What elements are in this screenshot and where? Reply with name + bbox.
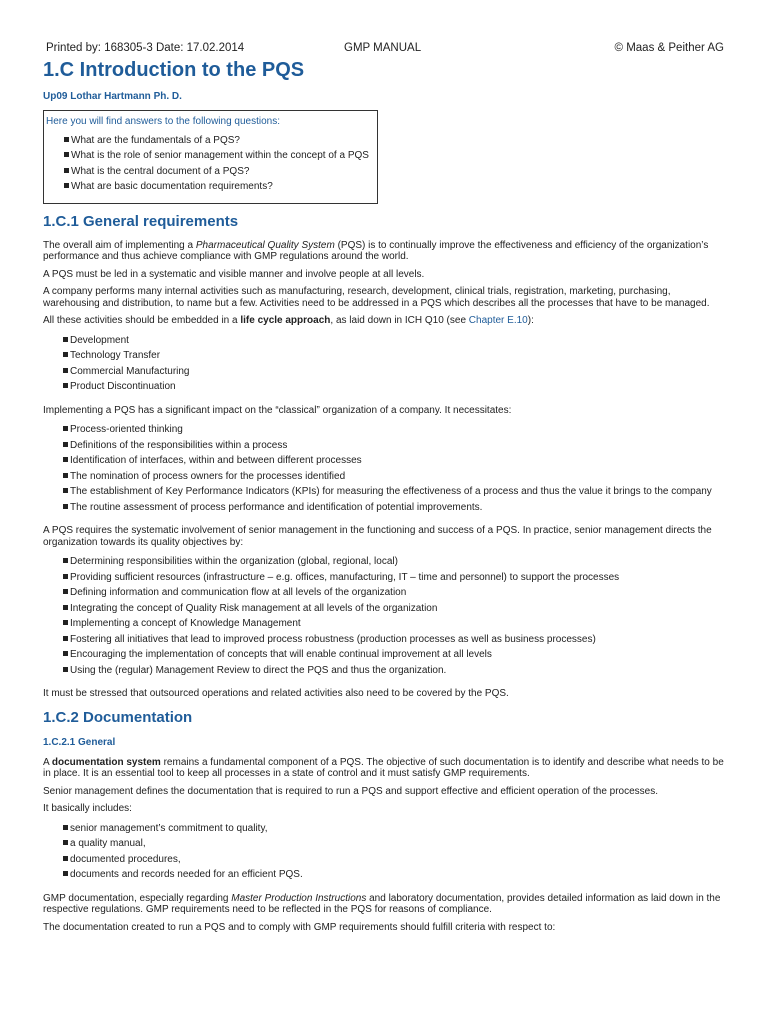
questions-box bbox=[43, 110, 378, 204]
list-item: Providing sufficient resources (infrastructure – e.g. offices, manufacturing, IT – time and personnel) to support the processes bbox=[63, 570, 727, 586]
paragraph: All these activities should be embedded in a life cycle approach, as laid down in ICH Q10 (see Chapter E.10): bbox=[43, 315, 534, 326]
list-item: What is the role of senior management within the concept of a PQS bbox=[64, 148, 375, 164]
questions-list bbox=[46, 133, 375, 195]
bullet-icon bbox=[63, 871, 68, 876]
print-header bbox=[46, 42, 724, 56]
paragraph: A company performs many internal activities such as manufacturing, research, development, clinical trials, registration, marketing, purchasing, warehousing and distribution, to name but a few. Activities need to be addressed in a PQS which describes all the processes that have to be managed. bbox=[43, 286, 710, 309]
list-item: What are the fundamentals of a PQS? bbox=[64, 133, 375, 149]
paragraph: A documentation system remains a fundamental component of a PQS. The objective of such documentation is to identify and describe what needs to be in place. It is an essential tool to keep all processes in a state of control and it must satisfy GMP requirements. bbox=[43, 756, 724, 779]
paragraph: It must be stressed that outsourced operations and related activities also need to be covered by the PQS. bbox=[43, 688, 509, 699]
bullet-icon bbox=[63, 574, 68, 579]
list-item: The routine assessment of process performance and identification of potential improvements. bbox=[63, 500, 727, 516]
list-item: The establishment of Key Performance Indicators (KPIs) for measuring the effectiveness of a process and thus the value it brings to the company bbox=[63, 484, 727, 500]
list-item: Determining responsibilities within the organization (global, regional, local) bbox=[63, 554, 727, 570]
section-heading-documentation: 1.C.2 Documentation bbox=[43, 708, 193, 726]
bullet-icon bbox=[63, 856, 68, 861]
paragraph: The documentation created to run a PQS and to comply with GMP requirements should fulfill criteria with respect to: bbox=[43, 921, 556, 933]
list-item: Fostering all initiatives that lead to improved process robustness (production processes as well as business processes) bbox=[63, 632, 727, 648]
list-item: Process-oriented thinking bbox=[63, 422, 727, 438]
bullet-icon bbox=[63, 337, 68, 342]
copyright: © Maas & Peither AG bbox=[614, 42, 724, 54]
paragraph: GMP documentation, especially regarding Master Production Instructions and laboratory documentation, provides detailed information as laid down in the respective regulations. GMP requirements need to be reflected in the PQS for reasons of compliance. bbox=[43, 892, 721, 915]
list-item: What are basic documentation requirements? bbox=[64, 179, 375, 195]
bullet-icon bbox=[64, 168, 69, 173]
list-item: documented procedures, bbox=[63, 852, 727, 868]
bullet-icon bbox=[63, 605, 68, 610]
bullet-icon bbox=[63, 368, 68, 373]
lifecycle-list bbox=[43, 333, 727, 395]
list-item: Development bbox=[63, 333, 727, 349]
list-item: Defining information and communication flow at all levels of the organization bbox=[63, 585, 727, 601]
paragraph: Senior management defines the documentation that is required to run a PQS and support effective and efficient operation of the processes. bbox=[43, 785, 659, 797]
list-item: Commercial Manufacturing bbox=[63, 364, 727, 380]
paragraph: A PQS must be led in a systematic and visible manner and involve people at all levels. bbox=[43, 268, 425, 280]
paragraph: A PQS requires the systematic involvement of senior management in the functioning and success of a PQS. In practice, senior management directs the organization towards its quality objectives by: bbox=[43, 525, 712, 548]
bullet-icon bbox=[63, 442, 68, 447]
bullet-icon bbox=[64, 137, 69, 142]
list-item: Product Discontinuation bbox=[63, 379, 727, 395]
list-item: Integrating the concept of Quality Risk management at all levels of the organization bbox=[63, 601, 727, 617]
bullet-icon bbox=[64, 183, 69, 188]
bullet-icon bbox=[63, 473, 68, 478]
bullet-icon bbox=[63, 589, 68, 594]
bullet-icon bbox=[63, 504, 68, 509]
list-item: Identification of interfaces, within and between different processes bbox=[63, 453, 727, 469]
questions-intro: Here you will find answers to the following questions: bbox=[46, 116, 281, 127]
list-item: Technology Transfer bbox=[63, 348, 727, 364]
bullet-icon bbox=[63, 825, 68, 830]
bullet-icon bbox=[63, 651, 68, 656]
bullet-icon bbox=[63, 488, 68, 493]
necessitates-list bbox=[43, 422, 727, 515]
list-item: senior management’s commitment to quality, bbox=[63, 821, 727, 837]
chapter-e10-link[interactable]: Chapter E.10 bbox=[468, 315, 528, 326]
list-item: Encouraging the implementation of concepts that will enable continual improvement at all levels bbox=[63, 647, 727, 663]
objectives-list bbox=[43, 554, 727, 678]
paragraph: Implementing a PQS has a significant impact on the “classical” organization of a company. It necessitates: bbox=[43, 404, 512, 416]
bullet-icon bbox=[63, 352, 68, 357]
bullet-icon bbox=[63, 840, 68, 845]
bullet-icon bbox=[63, 426, 68, 431]
bullet-icon bbox=[63, 558, 68, 563]
list-item: documents and records needed for an efficient PQS. bbox=[63, 867, 727, 883]
bullet-icon bbox=[64, 152, 69, 157]
print-info: Printed by: 168305-3 Date: 17.02.2014 bbox=[46, 42, 245, 54]
list-item: Definitions of the responsibilities within a process bbox=[63, 438, 727, 454]
list-item: Implementing a concept of Knowledge Management bbox=[63, 616, 727, 632]
list-item: Using the (regular) Management Review to direct the PQS and thus the organization. bbox=[63, 663, 727, 679]
subsection-heading-general: 1.C.2.1 General bbox=[43, 736, 116, 748]
list-item: What is the central document of a PQS? bbox=[64, 164, 375, 180]
bullet-icon bbox=[63, 667, 68, 672]
bullet-icon bbox=[63, 383, 68, 388]
includes-list bbox=[43, 821, 727, 883]
bullet-icon bbox=[63, 457, 68, 462]
section-heading-general-requirements: 1.C.1 General requirements bbox=[43, 212, 239, 230]
list-item: The nomination of process owners for the processes identified bbox=[63, 469, 727, 485]
bullet-icon bbox=[63, 620, 68, 625]
paragraph: It basically includes: bbox=[43, 803, 132, 814]
author-line: Up09 Lothar Hartmann Ph. D. bbox=[43, 91, 182, 102]
paragraph: The overall aim of implementing a Pharmaceutical Quality System (PQS) is to continually improve the effectiveness and efficiency of the organization’s performance and thus achieve compliance with GMP regulations around the world. bbox=[43, 239, 709, 262]
bullet-icon bbox=[63, 636, 68, 641]
page-title: 1.C Introduction to the PQS bbox=[43, 59, 305, 81]
document-content bbox=[43, 58, 727, 939]
list-item: a quality manual, bbox=[63, 836, 727, 852]
manual-name: GMP MANUAL bbox=[344, 42, 422, 54]
